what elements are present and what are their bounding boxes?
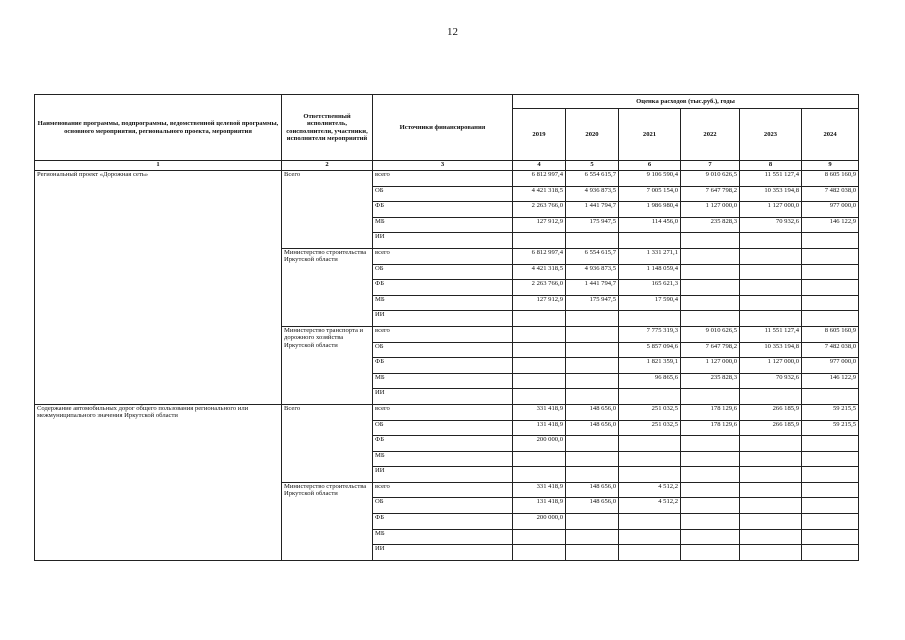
column-index: 7 xyxy=(681,161,740,171)
value-cell xyxy=(619,436,681,452)
source-cell: ИИ xyxy=(373,233,513,249)
value-cell: 6 554 615,7 xyxy=(566,248,619,264)
value-cell: 200 000,0 xyxy=(513,436,566,452)
value-cell xyxy=(513,358,566,374)
value-cell: 11 551 127,4 xyxy=(740,171,802,187)
value-cell xyxy=(681,295,740,311)
value-cell xyxy=(802,436,859,452)
column-index: 9 xyxy=(802,161,859,171)
value-cell xyxy=(566,233,619,249)
value-cell: 178 129,6 xyxy=(681,404,740,420)
value-cell: 1 441 794,7 xyxy=(566,280,619,296)
header-year: 2019 xyxy=(513,109,566,161)
value-cell: 127 912,9 xyxy=(513,295,566,311)
value-cell: 8 605 160,9 xyxy=(802,171,859,187)
value-cell: 70 932,6 xyxy=(740,373,802,389)
value-cell xyxy=(513,233,566,249)
source-cell: МБ xyxy=(373,295,513,311)
value-cell: 1 127 000,0 xyxy=(681,202,740,218)
value-cell xyxy=(619,311,681,327)
source-cell: ИИ xyxy=(373,467,513,483)
section-name: Содержание автомобильных дорог общего пользования регионального или межмуниципального значения Иркутской области xyxy=(35,404,282,560)
table-body xyxy=(35,171,859,561)
value-cell xyxy=(802,467,859,483)
value-cell: 1 441 794,7 xyxy=(566,202,619,218)
header-year: 2022 xyxy=(681,109,740,161)
value-cell: 148 656,0 xyxy=(566,482,619,498)
value-cell xyxy=(740,436,802,452)
value-cell: 165 621,3 xyxy=(619,280,681,296)
value-cell: 4 421 318,5 xyxy=(513,264,566,280)
executor-cell: Министерство транспорта и дорожного хозяйства Иркутской области xyxy=(282,326,373,404)
source-cell: ИИ xyxy=(373,389,513,405)
value-cell xyxy=(802,545,859,561)
value-cell xyxy=(566,342,619,358)
value-cell: 977 000,0 xyxy=(802,202,859,218)
value-cell: 131 418,9 xyxy=(513,498,566,514)
value-cell: 175 947,5 xyxy=(566,217,619,233)
value-cell: 59 215,5 xyxy=(802,404,859,420)
value-cell xyxy=(740,482,802,498)
value-cell: 6 554 615,7 xyxy=(566,171,619,187)
value-cell xyxy=(681,389,740,405)
value-cell: 17 590,4 xyxy=(619,295,681,311)
value-cell xyxy=(681,311,740,327)
value-cell: 4 936 873,5 xyxy=(566,186,619,202)
value-cell xyxy=(619,529,681,545)
source-cell: ИИ xyxy=(373,545,513,561)
table-row xyxy=(35,404,859,420)
value-cell: 6 812 997,4 xyxy=(513,171,566,187)
value-cell: 59 215,5 xyxy=(802,420,859,436)
value-cell xyxy=(513,545,566,561)
value-cell: 7 482 038,0 xyxy=(802,342,859,358)
value-cell: 251 032,5 xyxy=(619,404,681,420)
value-cell xyxy=(566,545,619,561)
value-cell xyxy=(740,467,802,483)
value-cell: 96 865,6 xyxy=(619,373,681,389)
value-cell: 6 812 997,4 xyxy=(513,248,566,264)
value-cell: 7 482 038,0 xyxy=(802,186,859,202)
value-cell xyxy=(740,389,802,405)
source-cell: ФБ xyxy=(373,280,513,296)
executor-cell: Министерство строительства Иркутской области xyxy=(282,248,373,326)
value-cell xyxy=(513,373,566,389)
value-cell: 235 828,3 xyxy=(681,217,740,233)
value-cell: 266 185,9 xyxy=(740,420,802,436)
value-cell xyxy=(681,498,740,514)
value-cell: 9 010 626,5 xyxy=(681,326,740,342)
value-cell xyxy=(619,467,681,483)
source-cell: МБ xyxy=(373,217,513,233)
source-cell: ФБ xyxy=(373,436,513,452)
header-year: 2024 xyxy=(802,109,859,161)
value-cell: 1 986 980,4 xyxy=(619,202,681,218)
value-cell xyxy=(740,451,802,467)
value-cell xyxy=(802,295,859,311)
value-cell xyxy=(802,311,859,327)
source-cell: ФБ xyxy=(373,202,513,218)
source-cell: ФБ xyxy=(373,358,513,374)
value-cell: 8 605 160,9 xyxy=(802,326,859,342)
value-cell xyxy=(740,545,802,561)
source-cell: всего xyxy=(373,248,513,264)
value-cell xyxy=(740,498,802,514)
value-cell xyxy=(566,436,619,452)
value-cell: 148 656,0 xyxy=(566,498,619,514)
value-cell: 977 000,0 xyxy=(802,358,859,374)
value-cell: 5 857 094,6 xyxy=(619,342,681,358)
value-cell xyxy=(802,529,859,545)
value-cell: 2 263 766,0 xyxy=(513,280,566,296)
value-cell: 70 932,6 xyxy=(740,217,802,233)
value-cell xyxy=(802,280,859,296)
source-cell: ФБ xyxy=(373,514,513,530)
source-cell: МБ xyxy=(373,529,513,545)
value-cell xyxy=(740,295,802,311)
executor-cell: Всего xyxy=(282,171,373,249)
value-cell: 251 032,5 xyxy=(619,420,681,436)
header-name: Наименование программы, подпрограммы, ведомственной целевой программы, основного мероприятия, регионального проекта, мероприятия xyxy=(35,95,282,161)
source-cell: ОБ xyxy=(373,420,513,436)
value-cell xyxy=(513,467,566,483)
value-cell: 7 005 154,0 xyxy=(619,186,681,202)
value-cell xyxy=(619,389,681,405)
value-cell: 9 010 626,5 xyxy=(681,171,740,187)
value-cell: 4 421 318,5 xyxy=(513,186,566,202)
column-index: 5 xyxy=(566,161,619,171)
value-cell xyxy=(619,233,681,249)
value-cell xyxy=(681,436,740,452)
value-cell: 4 512,2 xyxy=(619,498,681,514)
value-cell: 146 122,9 xyxy=(802,373,859,389)
value-cell: 178 129,6 xyxy=(681,420,740,436)
value-cell xyxy=(513,529,566,545)
value-cell xyxy=(802,389,859,405)
value-cell xyxy=(513,311,566,327)
value-cell: 9 106 590,4 xyxy=(619,171,681,187)
value-cell: 1 331 271,1 xyxy=(619,248,681,264)
value-cell xyxy=(566,358,619,374)
value-cell xyxy=(740,529,802,545)
value-cell: 200 000,0 xyxy=(513,514,566,530)
value-cell: 148 656,0 xyxy=(566,404,619,420)
page-number: 12 xyxy=(447,26,458,38)
value-cell xyxy=(802,248,859,264)
executor-cell: Министерство строительства Иркутской области xyxy=(282,482,373,560)
value-cell xyxy=(681,233,740,249)
executor-cell: Всего xyxy=(282,404,373,482)
value-cell xyxy=(802,498,859,514)
value-cell xyxy=(802,482,859,498)
value-cell: 2 263 766,0 xyxy=(513,202,566,218)
column-index-row xyxy=(35,161,859,171)
value-cell xyxy=(566,529,619,545)
source-cell: всего xyxy=(373,326,513,342)
value-cell: 4 936 873,5 xyxy=(566,264,619,280)
source-cell: всего xyxy=(373,482,513,498)
value-cell: 7 647 798,2 xyxy=(681,342,740,358)
value-cell xyxy=(566,311,619,327)
source-cell: МБ xyxy=(373,373,513,389)
header-estimate-group: Оценка расходов (тыс.руб.), годы xyxy=(513,95,859,109)
table-row xyxy=(35,171,859,187)
value-cell: 266 185,9 xyxy=(740,404,802,420)
value-cell xyxy=(681,467,740,483)
source-cell: ОБ xyxy=(373,342,513,358)
source-cell: ОБ xyxy=(373,264,513,280)
value-cell xyxy=(513,389,566,405)
value-cell xyxy=(802,514,859,530)
column-index: 3 xyxy=(373,161,513,171)
value-cell: 7 775 319,3 xyxy=(619,326,681,342)
value-cell: 131 418,9 xyxy=(513,420,566,436)
value-cell xyxy=(566,389,619,405)
column-index: 6 xyxy=(619,161,681,171)
value-cell xyxy=(681,482,740,498)
value-cell xyxy=(740,248,802,264)
value-cell xyxy=(681,264,740,280)
column-index: 8 xyxy=(740,161,802,171)
value-cell xyxy=(681,451,740,467)
value-cell: 7 647 798,2 xyxy=(681,186,740,202)
value-cell: 1 821 359,1 xyxy=(619,358,681,374)
value-cell xyxy=(566,467,619,483)
value-cell: 1 127 000,0 xyxy=(740,202,802,218)
value-cell: 11 551 127,4 xyxy=(740,326,802,342)
value-cell xyxy=(566,326,619,342)
value-cell xyxy=(740,514,802,530)
header-source: Источники финансирования xyxy=(373,95,513,161)
source-cell: МБ xyxy=(373,451,513,467)
column-index: 1 xyxy=(35,161,282,171)
value-cell: 331 418,9 xyxy=(513,404,566,420)
column-index: 4 xyxy=(513,161,566,171)
value-cell xyxy=(619,514,681,530)
value-cell xyxy=(513,342,566,358)
value-cell: 1 127 000,0 xyxy=(681,358,740,374)
value-cell: 175 947,5 xyxy=(566,295,619,311)
budget-table xyxy=(34,94,859,561)
value-cell xyxy=(802,451,859,467)
value-cell xyxy=(802,233,859,249)
value-cell: 1 148 059,4 xyxy=(619,264,681,280)
value-cell xyxy=(740,264,802,280)
value-cell: 235 828,3 xyxy=(681,373,740,389)
header-year: 2023 xyxy=(740,109,802,161)
value-cell: 146 122,9 xyxy=(802,217,859,233)
value-cell xyxy=(619,451,681,467)
value-cell: 127 912,9 xyxy=(513,217,566,233)
column-index: 2 xyxy=(282,161,373,171)
value-cell xyxy=(740,233,802,249)
value-cell xyxy=(740,311,802,327)
value-cell xyxy=(566,451,619,467)
section-name: Региональный проект «Дорожная сеть» xyxy=(35,171,282,405)
header-year: 2020 xyxy=(566,109,619,161)
value-cell xyxy=(566,373,619,389)
value-cell xyxy=(681,514,740,530)
value-cell: 114 456,0 xyxy=(619,217,681,233)
value-cell xyxy=(681,529,740,545)
source-cell: всего xyxy=(373,171,513,187)
value-cell xyxy=(681,545,740,561)
source-cell: ОБ xyxy=(373,186,513,202)
source-cell: ИИ xyxy=(373,311,513,327)
value-cell xyxy=(513,326,566,342)
value-cell xyxy=(681,280,740,296)
header-executor: Ответственный исполнитель, соисполнители, участники, исполнители мероприятий xyxy=(282,95,373,161)
value-cell xyxy=(513,451,566,467)
header-year: 2021 xyxy=(619,109,681,161)
value-cell: 10 353 194,8 xyxy=(740,342,802,358)
value-cell: 1 127 000,0 xyxy=(740,358,802,374)
value-cell: 10 353 194,8 xyxy=(740,186,802,202)
value-cell xyxy=(681,248,740,264)
value-cell: 331 418,9 xyxy=(513,482,566,498)
value-cell xyxy=(619,545,681,561)
value-cell: 4 512,2 xyxy=(619,482,681,498)
source-cell: ОБ xyxy=(373,498,513,514)
source-cell: всего xyxy=(373,404,513,420)
value-cell: 148 656,0 xyxy=(566,420,619,436)
value-cell xyxy=(802,264,859,280)
value-cell xyxy=(566,514,619,530)
value-cell xyxy=(740,280,802,296)
table-header xyxy=(35,95,859,171)
